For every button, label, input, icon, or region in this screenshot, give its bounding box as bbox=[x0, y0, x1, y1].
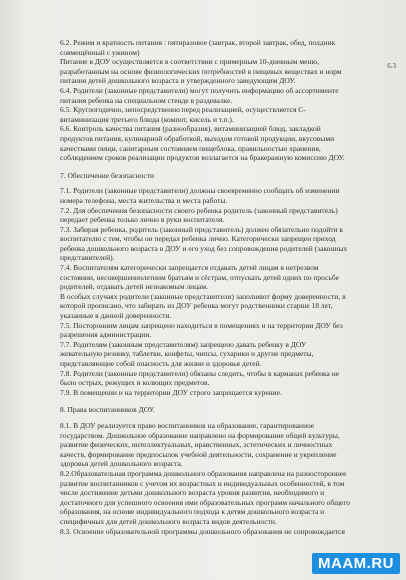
text-line: В особых случаях родители (законные представители) заполняют форму доверенности, в bbox=[60, 291, 346, 301]
page-number: 6.3 bbox=[387, 62, 396, 70]
text-line: качествами пищи, санитарным состоянием пищеблока, правильностью хранения, bbox=[60, 143, 321, 153]
text-line: 7.9. В помещении и на территории ДОУ строго запрещается курение. bbox=[60, 387, 282, 397]
section-6-text bbox=[60, 38, 394, 163]
text-line: 8.2.Образовательная программа дошкольного образования направлена на разностороннее bbox=[60, 468, 347, 478]
text-line: государством. Дошкольное образование направлено на формирование общей культуры, bbox=[60, 430, 340, 440]
text-line: разрешения администрации. bbox=[60, 330, 152, 340]
section-8-text bbox=[60, 421, 394, 536]
section-7-title: 7. Обеспечение безопасности bbox=[60, 170, 155, 180]
text-line: 7.5. Посторонним лицам запрещено находиться в помещениях и на территории ДОУ без bbox=[60, 320, 343, 330]
section-7-text bbox=[60, 186, 394, 397]
text-line: 7.1. Родители (законные представители) должны своевременно сообщать об изменении bbox=[60, 186, 340, 196]
text-line: витаминизация третьего блюда (компот, кисель и т.п.). bbox=[60, 114, 234, 124]
text-line: 7.7. Родителям (законным представителям) запрещено давать ребенку в ДОУ bbox=[60, 339, 307, 349]
text-line: 6.2. Режим и кратность питания : пятиразовое (завтрак, второй завтрак, обед, полдник bbox=[60, 38, 336, 47]
text-line: 6.6. Контроль качества питания (разнообразия), витаминизацией блюд, закладкой bbox=[60, 124, 321, 134]
text-line: представляющие собой опасность для жизни и здоровья детей. bbox=[60, 359, 262, 368]
text-line: ребенка дошкольного возраста в ДОУ и его уход без сопровождения родителей (законных bbox=[60, 243, 348, 253]
text-line: воспитателю с тем, чтобы он передал ребенка лично. Категорически запрещен приход bbox=[60, 234, 336, 244]
text-line: было острых, режущих и колющих предметов. bbox=[60, 378, 210, 388]
text-line: здоровья детей дошкольного возраста. bbox=[60, 459, 183, 469]
text-line: качеств, формирование предпосылок учебной деятельности, сохранение и укрепление bbox=[60, 449, 337, 459]
text-line: разработанным на основе физиологических потребностей в пищевых веществах и норм bbox=[60, 66, 342, 76]
text-line: числе достижение детьми дошкольного возраста уровня развития, необходимого и bbox=[60, 488, 325, 498]
text-line: номера телефона, места жительства и места работы. bbox=[60, 195, 228, 205]
text-line: 7.4. Воспитателям категорически запрещается отдавать детей лицам в нетрезвом bbox=[60, 263, 319, 273]
text-line: 7.3. Забирая ребенка, родитель (законный представитель) должен обязательно подойти к bbox=[60, 224, 344, 234]
text-line: совмещённый с ужином) bbox=[60, 47, 140, 57]
text-line: достаточного для успешного освоения ими образовательных программ начального общего bbox=[60, 497, 350, 507]
text-line: развитие воспитанников с учетом их возрастных и индивидуальных особенностей, в том bbox=[60, 478, 345, 488]
text-line: специфичных для детей дошкольного возраста видов деятельности. bbox=[60, 516, 277, 526]
text-line: соблюдением сроков реализации продуктов возлагается на бракеражную комиссию ДОУ. bbox=[60, 153, 345, 163]
maam-watermark-logo[interactable]: MAAM.RU bbox=[312, 553, 400, 574]
section-8-title: 8. Права воспитанников ДОУ. bbox=[60, 405, 155, 415]
text-line: 8.3. Освоение образовательной программы дошкольного образования не сопровождается bbox=[60, 526, 345, 536]
text-line: представителей). bbox=[60, 253, 115, 263]
text-line: продуктов питания, кулинарной обработкой, выходом готовой продукции, вкусовыми bbox=[60, 133, 335, 143]
text-line: питания ребенка на специальном стенде в раздевалке. bbox=[60, 95, 233, 105]
text-line: 6.5. Круглогодично, непосредственно перед реализацией, осуществляется С- bbox=[60, 105, 306, 115]
text-line: питания детей дошкольного возраста и утвержденного заведующим ДОУ. bbox=[60, 76, 296, 86]
text-line: передает ребенка только лично в руки воспитателя. bbox=[60, 215, 225, 225]
text-line: 6.4. Родители (законные представители) могут получить информацию об ассортименте bbox=[60, 85, 339, 95]
text-line: 7.8. Родители (законные представители) обязаны следить, чтобы в карманах ребенка не bbox=[60, 368, 340, 378]
text-line: указанные в данной доверенности. bbox=[60, 311, 172, 321]
text-line: Питание в ДОУ осуществляется в соответствии с примерным 10-дневным меню, bbox=[60, 57, 319, 67]
text-line: развитие физических, интеллектуальных, нравственных, эстетических и личностных bbox=[60, 440, 333, 450]
text-line: образования, на основе индивидуального подхода к детям дошкольного возраста и bbox=[60, 507, 325, 517]
text-line: жевательную резинку, таблетки, конфеты, чипсы, сухарики и другие предметы, bbox=[60, 349, 314, 359]
document-body bbox=[60, 38, 394, 536]
text-line: состоянии, несовершеннолетним братьям и сёстрам, отпускать детей одних по просьбе bbox=[60, 272, 339, 282]
text-line: 7.2. Для обеспечения безопасности своего ребенка родитель (законный представитель) bbox=[60, 205, 338, 215]
text-line: родителей, отдавать детей незнакомым лицам. bbox=[60, 282, 209, 292]
text-line: которой прописано, что забирать из ДОУ ребенка могут родственники старше 18 лет, bbox=[60, 301, 333, 311]
text-line: 8.1. В ДОУ реализуется право воспитанников на образование, гарантированное bbox=[60, 420, 315, 430]
